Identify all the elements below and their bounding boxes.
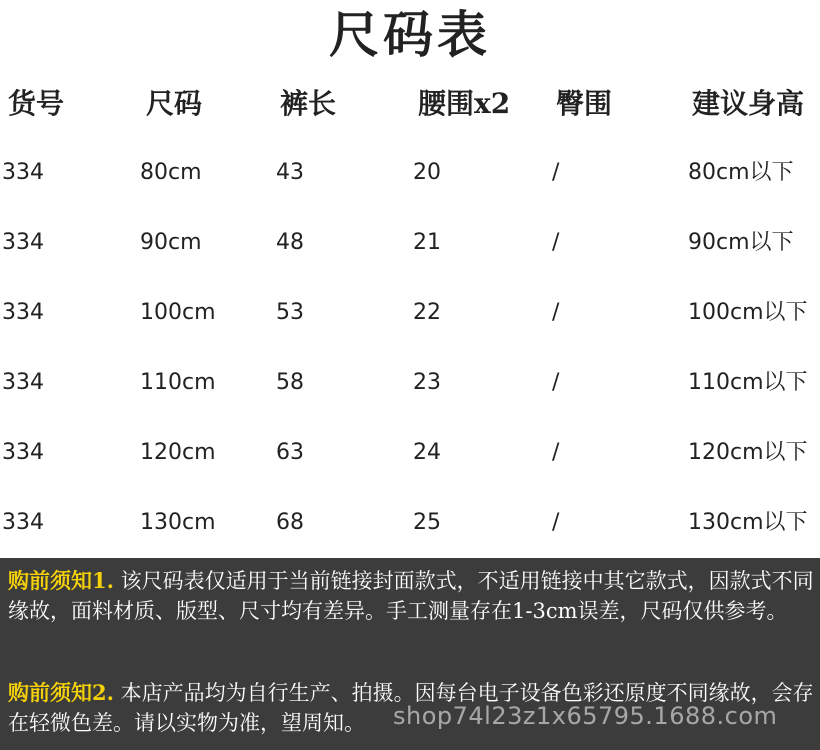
table-row [0,433,820,473]
cell-suggested-height: 90cm以下 [688,230,794,255]
cell-suggested-height: 80cm以下 [688,160,794,185]
cell-hip: / [552,300,560,325]
header-suggested-height: 建议身高 [692,87,805,120]
cell-waist: 20 [413,160,441,185]
cell-size: 110cm [140,370,216,395]
cell-suggested-height: 110cm以下 [688,370,808,395]
cell-waist: 23 [413,370,441,395]
cell-pants-length: 53 [276,300,304,325]
notice-2-label: 购前须知2. [8,680,114,705]
header-pants-length: 裤长 [280,87,337,120]
table-row [0,363,820,403]
cell-hip: / [552,370,560,395]
cell-item-no: 334 [2,300,44,325]
cell-pants-length: 58 [276,370,304,395]
header-item-no: 货号 [8,87,65,120]
cell-item-no: 334 [2,230,44,255]
header-hip: 臀围 [556,87,613,120]
notice-1 [8,566,814,626]
cell-suggested-height: 100cm以下 [688,300,808,325]
cell-size: 100cm [140,300,216,325]
cell-hip: / [552,510,560,535]
table-row [0,223,820,263]
header-size: 尺码 [146,87,203,120]
page-title: 尺码表 [329,5,491,64]
cell-item-no: 334 [2,160,44,185]
shop-watermark: shop74l23z1x65795.1688.com [393,702,778,730]
cell-pants-length: 48 [276,230,304,255]
header-waist: 腰围x2 [418,87,511,120]
cell-size: 90cm [140,230,202,255]
cell-pants-length: 43 [276,160,304,185]
cell-size: 120cm [140,440,216,465]
cell-waist: 22 [413,300,441,325]
cell-waist: 25 [413,510,441,535]
cell-hip: / [552,440,560,465]
cell-suggested-height: 130cm以下 [688,510,808,535]
cell-item-no: 334 [2,370,44,395]
table-row [0,293,820,333]
cell-pants-length: 63 [276,440,304,465]
table-row [0,503,820,543]
table-header-row [0,84,820,124]
cell-item-no: 334 [2,440,44,465]
cell-pants-length: 68 [276,510,304,535]
notice-1-label: 购前须知1. [8,568,114,593]
cell-size: 130cm [140,510,216,535]
cell-size: 80cm [140,160,202,185]
table-row [0,153,820,193]
cell-hip: / [552,230,560,255]
cell-suggested-height: 120cm以下 [688,440,808,465]
notice-1-text: 该尺码表仅适用于当前链接封面款式，不适用链接中其它款式，因款式不同缘故，面料材质、版型、尺寸均有差异。手工测量存在1-3cm误差，尺码仅供参考。 [8,569,814,623]
cell-waist: 21 [413,230,441,255]
notice-2-text: 本店产品均为自行生产、拍摄。因每台电子设备色彩还原度不同缘故，会存在轻微色差。请以实物为准，望周知。 [8,681,814,735]
cell-hip: / [552,160,560,185]
cell-item-no: 334 [2,510,44,535]
cell-waist: 24 [413,440,441,465]
